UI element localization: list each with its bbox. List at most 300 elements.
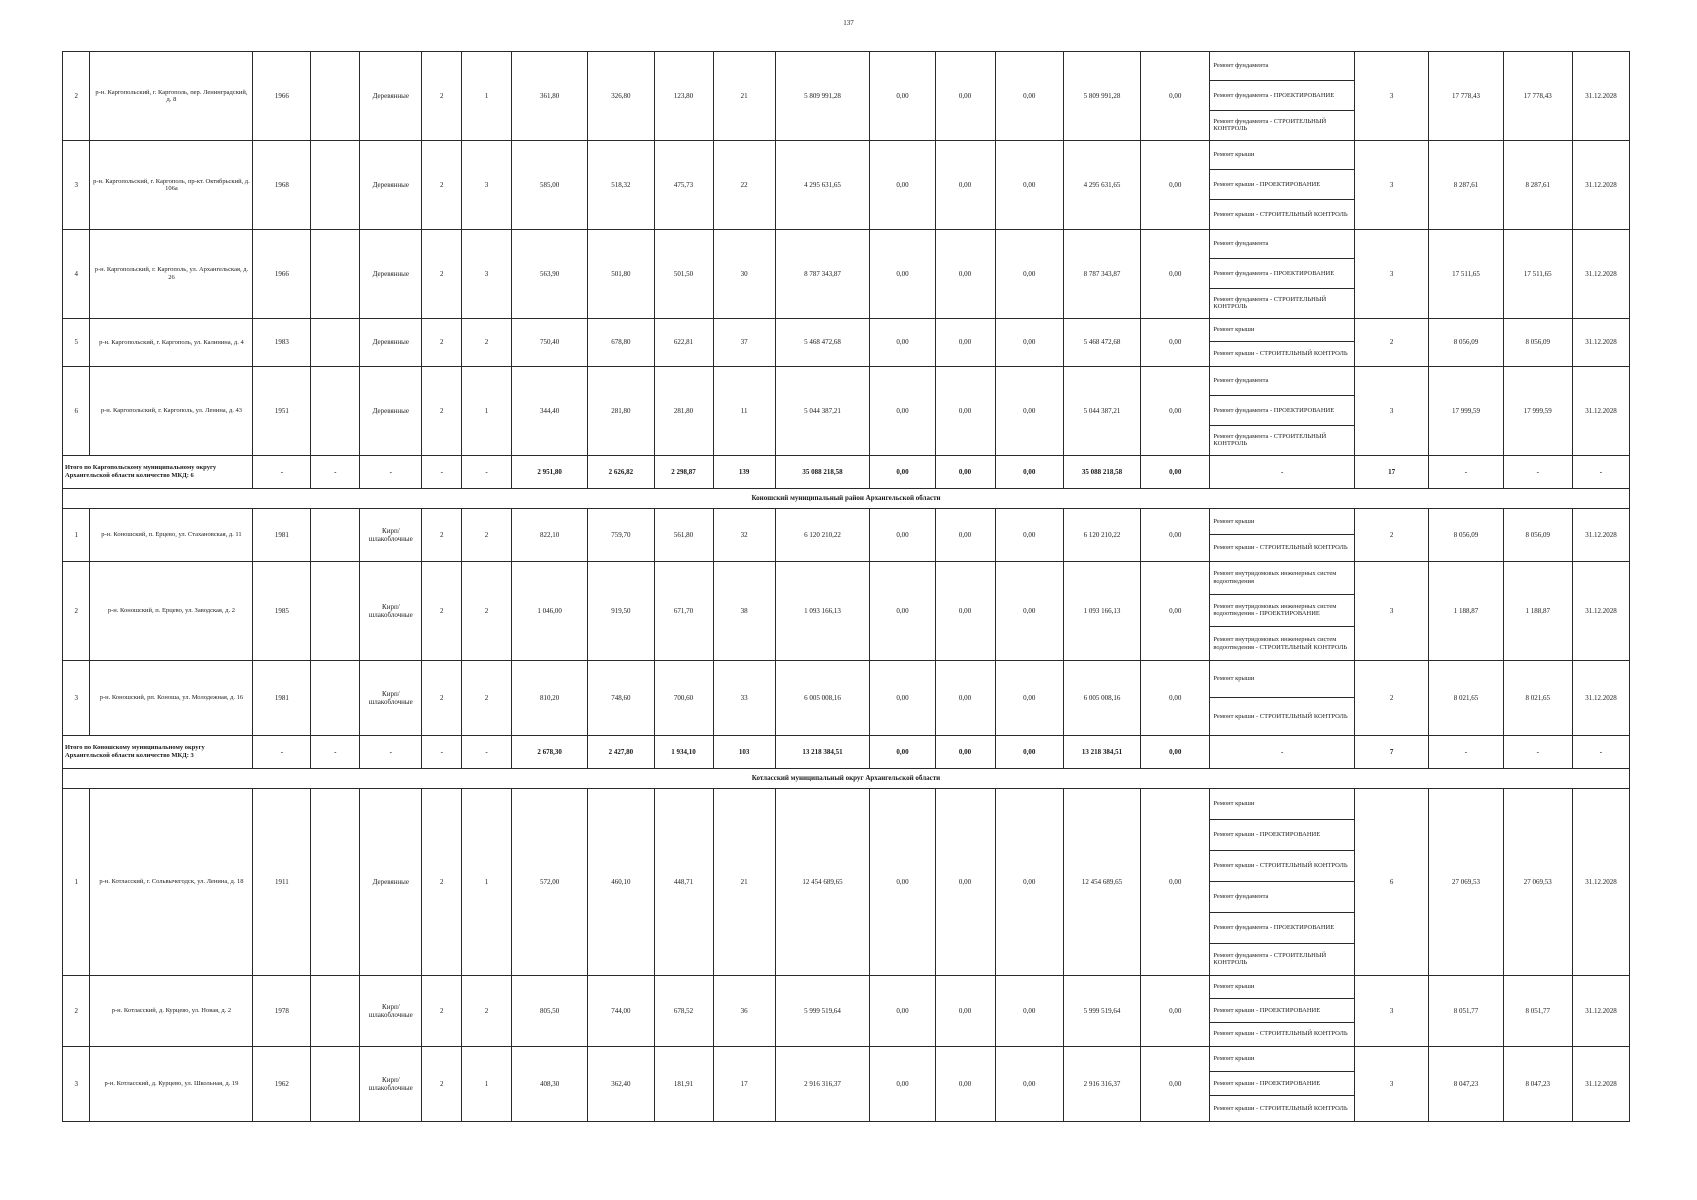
cell-floors: 2 bbox=[422, 52, 462, 141]
total-dash: - bbox=[311, 455, 360, 488]
work-item: Ремонт фундамента bbox=[1210, 882, 1354, 913]
cell-area-res: 671,70 bbox=[654, 561, 713, 660]
cell-budget-local: 0,00 bbox=[995, 975, 1063, 1046]
cell-floors: 2 bbox=[422, 975, 462, 1046]
cell-owners: 1 093 166,13 bbox=[1063, 561, 1140, 660]
cell-unit-cost: 27 069,53 bbox=[1429, 788, 1503, 975]
cell-year2 bbox=[311, 975, 360, 1046]
cell-deadline: 31.12.2028 bbox=[1572, 788, 1629, 975]
cell-address: р-н. Коношский, п. Ерцево, ул. Стахановская, д. 11 bbox=[90, 508, 253, 561]
cell-year: 1968 bbox=[253, 140, 311, 229]
cell-area-living: 678,80 bbox=[588, 318, 654, 366]
cell-entrances: 3 bbox=[462, 140, 512, 229]
cell-floors: 2 bbox=[422, 561, 462, 660]
total-dash: - bbox=[1503, 455, 1572, 488]
cell-wall: Кирп/ шлакоблочные bbox=[360, 1046, 422, 1121]
work-item: Ремонт фундамента - СТРОИТЕЛЬНЫЙ КОНТРОЛЬ bbox=[1213, 295, 1327, 311]
table-row bbox=[63, 318, 1630, 366]
cell-area-res: 700,60 bbox=[654, 660, 713, 735]
cell-budget-region: 0,00 bbox=[935, 1046, 995, 1121]
cell-unit-cost: 8 051,77 bbox=[1429, 975, 1503, 1046]
cell-address: р-н. Котласский, д. Курцево, ул. Новая, д. 2 bbox=[90, 975, 253, 1046]
cell-entrances: 1 bbox=[462, 366, 512, 455]
work-item: Ремонт крыши - СТРОИТЕЛЬНЫЙ КОНТРОЛЬ bbox=[1213, 544, 1348, 552]
work-item: Ремонт крыши - СТРОИТЕЛЬНЫЙ КОНТРОЛЬ bbox=[1213, 1104, 1348, 1112]
cell-cost-total: 5 468 472,68 bbox=[775, 318, 870, 366]
total-dash: - bbox=[1503, 735, 1572, 768]
cell-floors: 2 bbox=[422, 140, 462, 229]
cell-budget-region: 0,00 bbox=[935, 660, 995, 735]
cell-budget-region: 0,00 bbox=[935, 788, 995, 975]
cell-year2 bbox=[311, 660, 360, 735]
cell-other: 0,00 bbox=[1141, 1046, 1210, 1121]
cell-area-res: 123,80 bbox=[654, 52, 713, 141]
work-item: Ремонт крыши bbox=[1210, 789, 1354, 820]
total-dash: - bbox=[253, 455, 311, 488]
cell-cost-total: 2 916 316,37 bbox=[775, 1046, 870, 1121]
cell-cost-total: 4 295 631,65 bbox=[775, 140, 870, 229]
total-residents: 103 bbox=[713, 735, 775, 768]
cell-residents: 37 bbox=[713, 318, 775, 366]
total-dash: - bbox=[1572, 735, 1629, 768]
total-row bbox=[63, 735, 1630, 768]
cell-budget-region: 0,00 bbox=[935, 229, 995, 318]
cell-area-living: 748,60 bbox=[588, 660, 654, 735]
cell-budget-local: 0,00 bbox=[995, 508, 1063, 561]
cell-area-total: 750,40 bbox=[511, 318, 587, 366]
cell-wall: Деревянные bbox=[360, 318, 422, 366]
cell-max-cost: 8 056,09 bbox=[1503, 318, 1572, 366]
work-item: Ремонт фундамента - ПРОЕКТИРОВАНИЕ bbox=[1210, 81, 1354, 110]
cell-year: 1981 bbox=[253, 660, 311, 735]
cell-fund: 0,00 bbox=[870, 660, 935, 735]
total-other: 0,00 bbox=[1141, 455, 1210, 488]
cell-residents: 33 bbox=[713, 660, 775, 735]
cell-entrances: 2 bbox=[462, 660, 512, 735]
cell-area-res: 678,52 bbox=[654, 975, 713, 1046]
cell-entrances: 2 bbox=[462, 561, 512, 660]
total-dash: - bbox=[422, 735, 462, 768]
cell-area-living: 362,40 bbox=[588, 1046, 654, 1121]
cell-no: 2 bbox=[63, 561, 90, 660]
cell-year2 bbox=[311, 52, 360, 141]
cell-unit-cost: 8 047,23 bbox=[1429, 1046, 1503, 1121]
cell-owners: 8 787 343,87 bbox=[1063, 229, 1140, 318]
work-item: Ремонт внутридомовых инженерных систем водоотведения - СТРОИТЕЛЬНЫЙ КОНТРОЛЬ bbox=[1213, 636, 1348, 651]
cell-works-count: 3 bbox=[1354, 975, 1428, 1046]
capital-repair-table bbox=[62, 51, 1630, 1122]
cell-unit-cost: 8 056,09 bbox=[1429, 318, 1503, 366]
cell-entrances: 1 bbox=[462, 52, 512, 141]
cell-floors: 2 bbox=[422, 1046, 462, 1121]
cell-year2 bbox=[311, 1046, 360, 1121]
cell-max-cost: 27 069,53 bbox=[1503, 788, 1572, 975]
cell-area-res: 622,81 bbox=[654, 318, 713, 366]
cell-other: 0,00 bbox=[1141, 229, 1210, 318]
table-row bbox=[63, 366, 1630, 455]
cell-area-living: 501,80 bbox=[588, 229, 654, 318]
cell-max-cost: 8 051,77 bbox=[1503, 975, 1572, 1046]
cell-max-cost: 8 056,09 bbox=[1503, 508, 1572, 561]
work-item: Ремонт крыши - СТРОИТЕЛЬНЫЙ КОНТРОЛЬ bbox=[1213, 712, 1348, 720]
cell-year2 bbox=[311, 140, 360, 229]
cell-no: 3 bbox=[63, 140, 90, 229]
cell-no: 1 bbox=[63, 788, 90, 975]
cell-area-total: 344,40 bbox=[511, 366, 587, 455]
table-row bbox=[63, 561, 1630, 660]
cell-budget-local: 0,00 bbox=[995, 1046, 1063, 1121]
cell-fund: 0,00 bbox=[870, 140, 935, 229]
cell-area-total: 572,00 bbox=[511, 788, 587, 975]
work-item: Ремонт крыши bbox=[1210, 141, 1354, 170]
cell-area-living: 326,80 bbox=[588, 52, 654, 141]
cell-works-count: 2 bbox=[1354, 508, 1428, 561]
cell-works bbox=[1210, 1046, 1355, 1121]
total-dash: - bbox=[360, 735, 422, 768]
cell-year: 1981 bbox=[253, 508, 311, 561]
cell-works bbox=[1210, 561, 1355, 660]
cell-budget-region: 0,00 bbox=[935, 561, 995, 660]
table-row bbox=[63, 229, 1630, 318]
cell-budget-region: 0,00 bbox=[935, 318, 995, 366]
cell-max-cost: 8 021,65 bbox=[1503, 660, 1572, 735]
total-budget-local: 0,00 bbox=[995, 735, 1063, 768]
work-item: Ремонт крыши - СТРОИТЕЛЬНЫЙ КОНТРОЛЬ bbox=[1213, 1030, 1348, 1038]
cell-deadline: 31.12.2028 bbox=[1572, 508, 1629, 561]
work-item: Ремонт фундамента - ПРОЕКТИРОВАНИЕ bbox=[1210, 259, 1354, 288]
cell-wall: Деревянные bbox=[360, 788, 422, 975]
cell-owners: 6 005 008,16 bbox=[1063, 660, 1140, 735]
cell-deadline: 31.12.2028 bbox=[1572, 366, 1629, 455]
work-item: Ремонт крыши bbox=[1210, 976, 1354, 999]
total-works-count: 17 bbox=[1354, 455, 1428, 488]
cell-wall: Кирп/ шлакоблочные bbox=[360, 975, 422, 1046]
cell-residents: 38 bbox=[713, 561, 775, 660]
cell-fund: 0,00 bbox=[870, 561, 935, 660]
cell-residents: 21 bbox=[713, 52, 775, 141]
total-other: 0,00 bbox=[1141, 735, 1210, 768]
cell-deadline: 31.12.2028 bbox=[1572, 140, 1629, 229]
cell-year: 1911 bbox=[253, 788, 311, 975]
cell-area-living: 744,00 bbox=[588, 975, 654, 1046]
cell-year: 1966 bbox=[253, 229, 311, 318]
cell-entrances: 3 bbox=[462, 229, 512, 318]
work-item: Ремонт крыши - ПРОЕКТИРОВАНИЕ bbox=[1210, 999, 1354, 1022]
cell-entrances: 1 bbox=[462, 788, 512, 975]
work-item: Ремонт фундамента - СТРОИТЕЛЬНЫЙ КОНТРОЛЬ bbox=[1213, 117, 1327, 133]
cell-address: р-н. Каргопольский, г. Каргополь, ул. Ленина, д. 43 bbox=[90, 366, 253, 455]
work-item: Ремонт фундамента - СТРОИТЕЛЬНЫЙ КОНТРОЛЬ bbox=[1213, 432, 1327, 448]
cell-unit-cost: 17 999,59 bbox=[1429, 366, 1503, 455]
cell-fund: 0,00 bbox=[870, 975, 935, 1046]
work-item: Ремонт фундамента bbox=[1210, 367, 1354, 396]
cell-no: 1 bbox=[63, 508, 90, 561]
cell-deadline: 31.12.2028 bbox=[1572, 229, 1629, 318]
total-dash: - bbox=[462, 455, 512, 488]
cell-other: 0,00 bbox=[1141, 788, 1210, 975]
total-owners: 35 088 218,58 bbox=[1063, 455, 1140, 488]
cell-works bbox=[1210, 788, 1355, 975]
cell-works bbox=[1210, 366, 1355, 455]
cell-year2 bbox=[311, 508, 360, 561]
cell-area-total: 805,50 bbox=[511, 975, 587, 1046]
cell-works bbox=[1210, 660, 1355, 735]
cell-unit-cost: 1 188,87 bbox=[1429, 561, 1503, 660]
cell-budget-local: 0,00 bbox=[995, 660, 1063, 735]
total-area-living: 2 427,80 bbox=[588, 735, 654, 768]
cell-floors: 2 bbox=[422, 788, 462, 975]
work-item: Ремонт крыши bbox=[1210, 661, 1354, 698]
total-area-total: 2 678,30 bbox=[511, 735, 587, 768]
table-row bbox=[63, 508, 1630, 561]
cell-area-res: 561,80 bbox=[654, 508, 713, 561]
cell-works-count: 3 bbox=[1354, 52, 1428, 141]
cell-cost-total: 8 787 343,87 bbox=[775, 229, 870, 318]
cell-cost-total: 6 120 210,22 bbox=[775, 508, 870, 561]
cell-entrances: 1 bbox=[462, 1046, 512, 1121]
cell-area-res: 501,50 bbox=[654, 229, 713, 318]
cell-floors: 2 bbox=[422, 508, 462, 561]
cell-other: 0,00 bbox=[1141, 660, 1210, 735]
cell-budget-region: 0,00 bbox=[935, 508, 995, 561]
cell-budget-region: 0,00 bbox=[935, 52, 995, 141]
cell-max-cost: 17 778,43 bbox=[1503, 52, 1572, 141]
page-number: 137 bbox=[843, 19, 854, 27]
table-row bbox=[63, 975, 1630, 1046]
cell-address: р-н. Коношский, рп. Коноша, ул. Молодежная, д. 16 bbox=[90, 660, 253, 735]
cell-works bbox=[1210, 508, 1355, 561]
cell-works bbox=[1210, 229, 1355, 318]
section-title: Котласский муниципальный округ Архангельской области bbox=[63, 768, 1630, 788]
cell-no: 3 bbox=[63, 660, 90, 735]
cell-max-cost: 17 999,59 bbox=[1503, 366, 1572, 455]
work-item: Ремонт крыши - ПРОЕКТИРОВАНИЕ bbox=[1210, 820, 1354, 851]
cell-residents: 22 bbox=[713, 140, 775, 229]
cell-entrances: 2 bbox=[462, 975, 512, 1046]
table-row bbox=[63, 660, 1630, 735]
total-area-res: 2 298,87 bbox=[654, 455, 713, 488]
cell-budget-local: 0,00 bbox=[995, 52, 1063, 141]
cell-fund: 0,00 bbox=[870, 788, 935, 975]
cell-max-cost: 17 511,65 bbox=[1503, 229, 1572, 318]
work-item: Ремонт внутридомовых инженерных систем водоотведения bbox=[1210, 562, 1354, 595]
cell-unit-cost: 17 511,65 bbox=[1429, 229, 1503, 318]
cell-area-res: 281,80 bbox=[654, 366, 713, 455]
cell-other: 0,00 bbox=[1141, 366, 1210, 455]
cell-address: р-н. Каргопольский, г. Каргополь, пр-кт. Октябрьский, д. 106а bbox=[90, 140, 253, 229]
cell-year: 1985 bbox=[253, 561, 311, 660]
total-budget-region: 0,00 bbox=[935, 455, 995, 488]
total-budget-local: 0,00 bbox=[995, 455, 1063, 488]
cell-no: 6 bbox=[63, 366, 90, 455]
cell-no: 2 bbox=[63, 975, 90, 1046]
cell-deadline: 31.12.2028 bbox=[1572, 52, 1629, 141]
total-dash: - bbox=[422, 455, 462, 488]
cell-wall: Деревянные bbox=[360, 52, 422, 141]
cell-year: 1966 bbox=[253, 52, 311, 141]
cell-residents: 30 bbox=[713, 229, 775, 318]
cell-cost-total: 5 809 991,28 bbox=[775, 52, 870, 141]
cell-deadline: 31.12.2028 bbox=[1572, 660, 1629, 735]
work-item: Ремонт фундамента - ПРОЕКТИРОВАНИЕ bbox=[1210, 913, 1354, 944]
cell-works-count: 3 bbox=[1354, 229, 1428, 318]
cell-year: 1983 bbox=[253, 318, 311, 366]
work-item: Ремонт крыши - СТРОИТЕЛЬНЫЙ КОНТРОЛЬ bbox=[1213, 210, 1348, 218]
cell-area-total: 563,90 bbox=[511, 229, 587, 318]
cell-fund: 0,00 bbox=[870, 508, 935, 561]
section-header-row bbox=[63, 768, 1630, 788]
cell-deadline: 31.12.2028 bbox=[1572, 561, 1629, 660]
table-row bbox=[63, 140, 1630, 229]
cell-fund: 0,00 bbox=[870, 1046, 935, 1121]
cell-deadline: 31.12.2028 bbox=[1572, 318, 1629, 366]
cell-year2 bbox=[311, 366, 360, 455]
section-header-row bbox=[63, 488, 1630, 508]
total-dash: - bbox=[360, 455, 422, 488]
cell-area-total: 408,30 bbox=[511, 1046, 587, 1121]
cell-wall: Кирп/ шлакоблочные bbox=[360, 508, 422, 561]
table-row bbox=[63, 788, 1630, 975]
cell-works-count: 2 bbox=[1354, 660, 1428, 735]
cell-area-res: 181,91 bbox=[654, 1046, 713, 1121]
cell-floors: 2 bbox=[422, 366, 462, 455]
cell-owners: 5 999 519,64 bbox=[1063, 975, 1140, 1046]
cell-wall: Кирп/ шлакоблочные bbox=[360, 561, 422, 660]
cell-budget-region: 0,00 bbox=[935, 975, 995, 1046]
cell-address: р-н. Каргопольский, г. Каргополь, ул. Архангельская, д. 26 bbox=[90, 229, 253, 318]
cell-fund: 0,00 bbox=[870, 229, 935, 318]
total-fund: 0,00 bbox=[870, 735, 935, 768]
cell-year2 bbox=[311, 788, 360, 975]
cell-area-total: 810,20 bbox=[511, 660, 587, 735]
cell-other: 0,00 bbox=[1141, 318, 1210, 366]
cell-works bbox=[1210, 140, 1355, 229]
cell-works-count: 3 bbox=[1354, 1046, 1428, 1121]
table-row bbox=[63, 1046, 1630, 1121]
cell-other: 0,00 bbox=[1141, 52, 1210, 141]
total-dash: - bbox=[1572, 455, 1629, 488]
cell-max-cost: 1 188,87 bbox=[1503, 561, 1572, 660]
total-area-living: 2 626,82 bbox=[588, 455, 654, 488]
cell-address: р-н. Коношский, п. Ерцево, ул. Заводская, д. 2 bbox=[90, 561, 253, 660]
cell-owners: 4 295 631,65 bbox=[1063, 140, 1140, 229]
cell-area-total: 361,80 bbox=[511, 52, 587, 141]
cell-max-cost: 8 047,23 bbox=[1503, 1046, 1572, 1121]
cell-area-living: 281,80 bbox=[588, 366, 654, 455]
total-dash: - bbox=[311, 735, 360, 768]
cell-wall: Деревянные bbox=[360, 140, 422, 229]
cell-deadline: 31.12.2028 bbox=[1572, 975, 1629, 1046]
cell-budget-local: 0,00 bbox=[995, 140, 1063, 229]
cell-floors: 2 bbox=[422, 229, 462, 318]
total-area-res: 1 934,10 bbox=[654, 735, 713, 768]
total-dash: - bbox=[462, 735, 512, 768]
cell-works-count: 6 bbox=[1354, 788, 1428, 975]
cell-budget-local: 0,00 bbox=[995, 366, 1063, 455]
cell-cost-total: 1 093 166,13 bbox=[775, 561, 870, 660]
cell-year: 1951 bbox=[253, 366, 311, 455]
total-dash: - bbox=[1429, 455, 1503, 488]
cell-owners: 5 468 472,68 bbox=[1063, 318, 1140, 366]
cell-entrances: 2 bbox=[462, 508, 512, 561]
work-item: Ремонт фундамента - СТРОИТЕЛЬНЫЙ КОНТРОЛЬ bbox=[1213, 951, 1327, 967]
cell-area-living: 919,50 bbox=[588, 561, 654, 660]
work-item: Ремонт крыши bbox=[1210, 319, 1354, 343]
cell-works bbox=[1210, 52, 1355, 141]
cell-other: 0,00 bbox=[1141, 561, 1210, 660]
cell-area-total: 1 046,00 bbox=[511, 561, 587, 660]
total-budget-region: 0,00 bbox=[935, 735, 995, 768]
cell-no: 3 bbox=[63, 1046, 90, 1121]
work-item: Ремонт фундамента bbox=[1210, 230, 1354, 259]
work-item: Ремонт крыши - ПРОЕКТИРОВАНИЕ bbox=[1210, 1072, 1354, 1097]
work-item: Ремонт фундамента - ПРОЕКТИРОВАНИЕ bbox=[1210, 396, 1354, 425]
total-owners: 13 218 384,51 bbox=[1063, 735, 1140, 768]
cell-budget-local: 0,00 bbox=[995, 561, 1063, 660]
cell-works bbox=[1210, 318, 1355, 366]
cell-unit-cost: 8 287,61 bbox=[1429, 140, 1503, 229]
cell-unit-cost: 17 778,43 bbox=[1429, 52, 1503, 141]
cell-cost-total: 5 044 387,21 bbox=[775, 366, 870, 455]
cell-wall: Кирп/ шлакоблочные bbox=[360, 660, 422, 735]
cell-owners: 2 916 316,37 bbox=[1063, 1046, 1140, 1121]
cell-deadline: 31.12.2028 bbox=[1572, 1046, 1629, 1121]
cell-address: р-н. Котласский, д. Курцево, ул. Школьная, д. 19 bbox=[90, 1046, 253, 1121]
cell-area-res: 475,73 bbox=[654, 140, 713, 229]
cell-works bbox=[1210, 975, 1355, 1046]
cell-residents: 17 bbox=[713, 1046, 775, 1121]
cell-other: 0,00 bbox=[1141, 140, 1210, 229]
cell-owners: 12 454 689,65 bbox=[1063, 788, 1140, 975]
cell-residents: 36 bbox=[713, 975, 775, 1046]
cell-max-cost: 8 287,61 bbox=[1503, 140, 1572, 229]
cell-no: 4 bbox=[63, 229, 90, 318]
total-residents: 139 bbox=[713, 455, 775, 488]
cell-owners: 5 809 991,28 bbox=[1063, 52, 1140, 141]
cell-area-living: 759,70 bbox=[588, 508, 654, 561]
cell-cost-total: 6 005 008,16 bbox=[775, 660, 870, 735]
total-area-total: 2 951,80 bbox=[511, 455, 587, 488]
total-dash: - bbox=[1210, 455, 1355, 488]
cell-residents: 32 bbox=[713, 508, 775, 561]
cell-floors: 2 bbox=[422, 660, 462, 735]
work-item: Ремонт крыши bbox=[1210, 509, 1354, 535]
work-item: Ремонт крыши - СТРОИТЕЛЬНЫЙ КОНТРОЛЬ bbox=[1210, 851, 1354, 882]
cell-area-total: 822,10 bbox=[511, 508, 587, 561]
cell-year2 bbox=[311, 561, 360, 660]
cell-works-count: 2 bbox=[1354, 318, 1428, 366]
total-dash: - bbox=[1210, 735, 1355, 768]
cell-no: 2 bbox=[63, 52, 90, 141]
cell-no: 5 bbox=[63, 318, 90, 366]
cell-budget-local: 0,00 bbox=[995, 229, 1063, 318]
cell-residents: 21 bbox=[713, 788, 775, 975]
cell-cost-total: 5 999 519,64 bbox=[775, 975, 870, 1046]
cell-owners: 6 120 210,22 bbox=[1063, 508, 1140, 561]
total-label: Итого по Каргопольскому муниципальному округу Архангельской области количество МКД: 6 bbox=[63, 455, 253, 488]
cell-budget-region: 0,00 bbox=[935, 366, 995, 455]
cell-works-count: 3 bbox=[1354, 140, 1428, 229]
cell-address: р-н. Котласский, г. Сольвычегодск, ул. Ленина, д. 18 bbox=[90, 788, 253, 975]
cell-owners: 5 044 387,21 bbox=[1063, 366, 1140, 455]
cell-wall: Деревянные bbox=[360, 366, 422, 455]
work-item: Ремонт крыши - ПРОЕКТИРОВАНИЕ bbox=[1210, 170, 1354, 199]
cell-area-living: 518,32 bbox=[588, 140, 654, 229]
cell-year: 1978 bbox=[253, 975, 311, 1046]
cell-budget-local: 0,00 bbox=[995, 788, 1063, 975]
cell-address: р-н. Каргопольский, г. Каргополь, ул. Калинина, д. 4 bbox=[90, 318, 253, 366]
cell-fund: 0,00 bbox=[870, 318, 935, 366]
